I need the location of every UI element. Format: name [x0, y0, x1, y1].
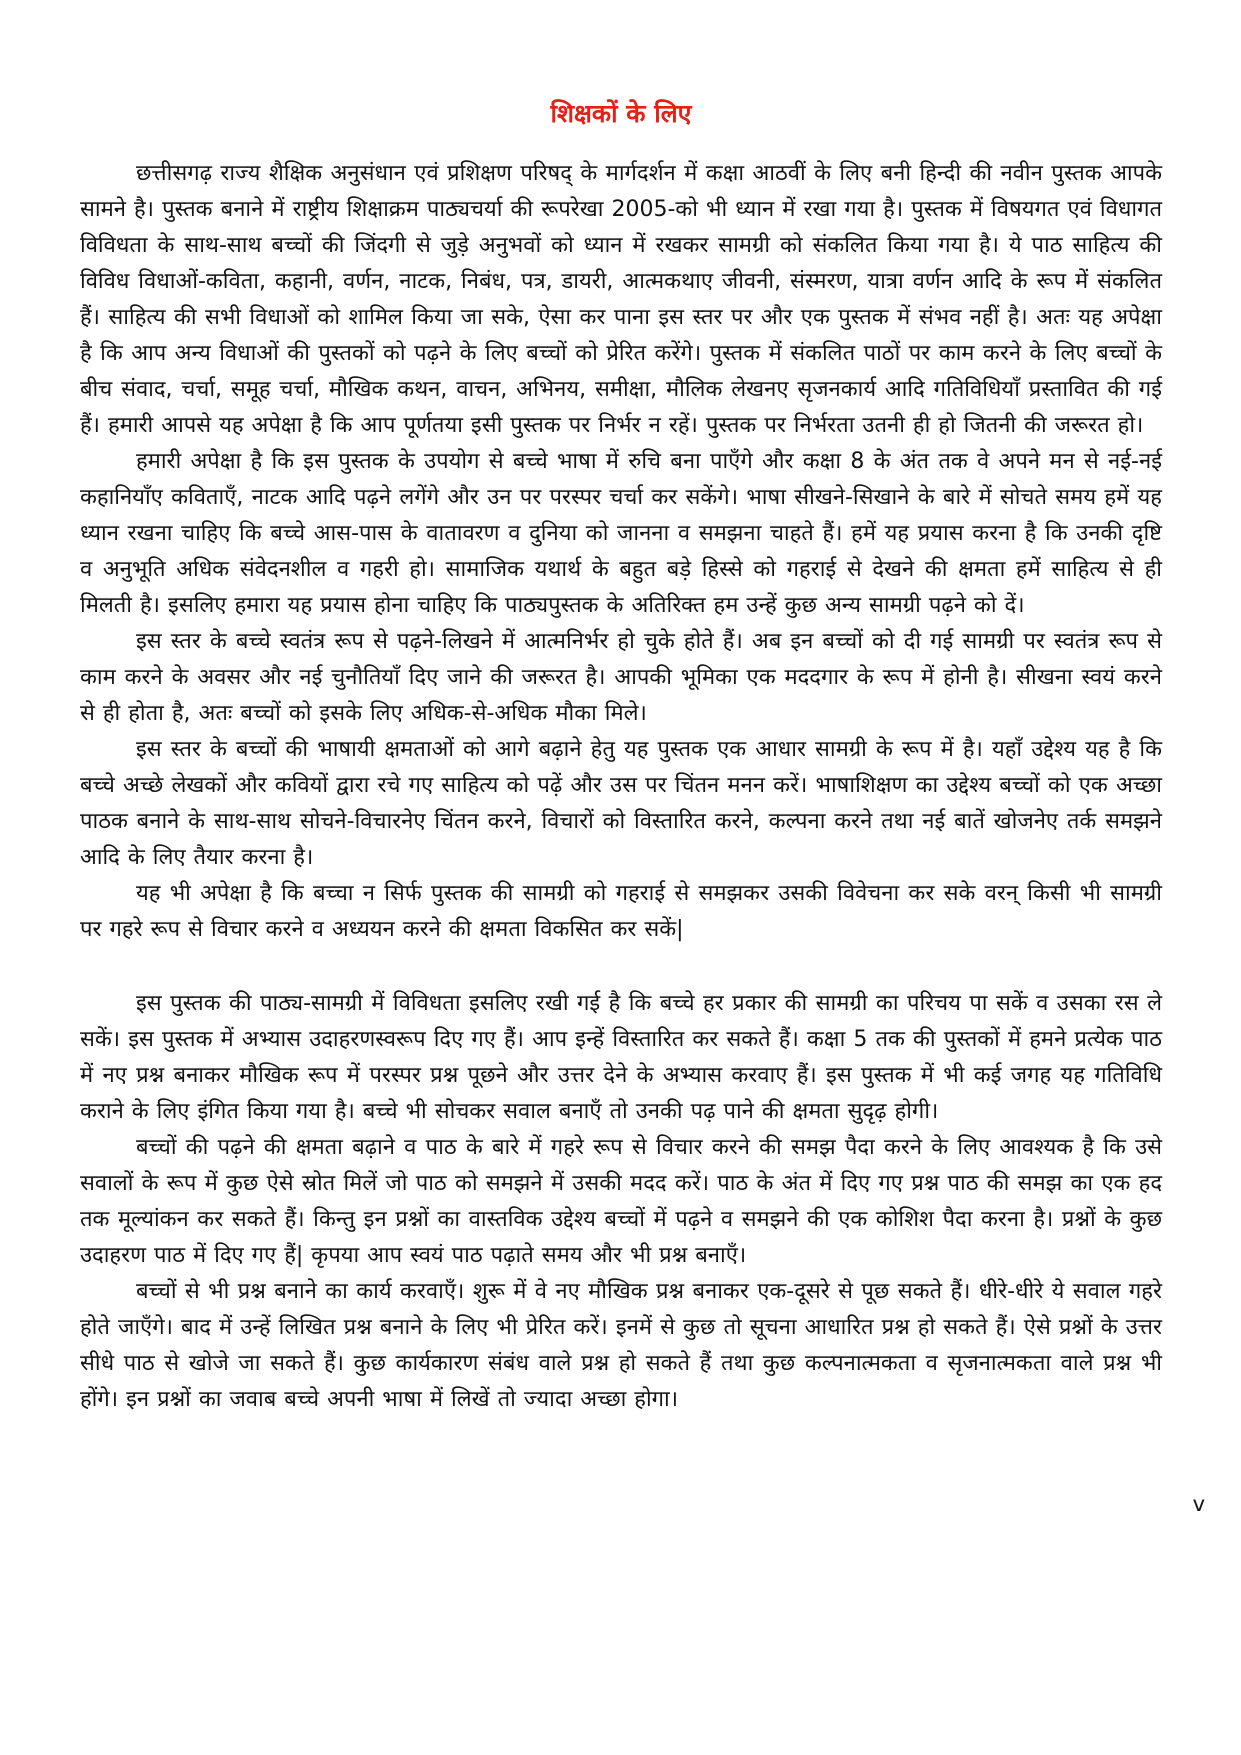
body-paragraph: इस स्तर के बच्चे स्वतंत्र रूप से पढ़ने-लिखने में आत्मनिर्भर हो चुके होते हैं। अब इन बच्चों को दी गई सामग्री पर स्वतंत्र रूप से काम करने के अवसर और नई चुनौतियाँ दिए जाने की जरूरत है। आपकी भूमिका एक मददगार के रूप में होनी है। सीखना स्वयं करने से ही होता है, अतः बच्चों को इसके लिए अधिक-से-अधिक मौका मिले।	[80, 629, 1162, 726]
page-title: शिक्षकों के लिए	[550, 99, 692, 128]
body-paragraph: इस पुस्तक की पाठ्य-सामग्री में विविधता इसलिए रखी गई है कि बच्चे हर प्रकार की सामग्री का परिचय पा सकें व उसका रस ले सकें। इस पुस्तक में अभ्यास उदाहरणस्वरूप दिए गए हैं। आप इन्हें विस्तारित कर सकते हैं। कक्षा 5 तक की पुस्तकों में हमने प्रत्येक पाठ में नए प्रश्न बनाकर मौखिक रूप में परस्पर प्रश्न पूछने और उत्तर देने के अभ्यास करवाए हैं। इस पुस्तक में भी कई जगह यह गतिविधि कराने के लिए इंगित किया गया है। बच्चे भी सोचकर सवाल बनाएँ तो उनकी पढ़ पाने की क्षमता सुदृढ़ होगी।	[80, 991, 1162, 1124]
body-paragraph: छत्तीसगढ़ राज्य शैक्षिक अनुसंधान एवं प्रशिक्षण परिषद् के मार्गदर्शन में कक्षा आठवीं के लिए बनी हिन्दी की नवीन पुस्तक आपके सामने है। पुस्तक बनाने में राष्ट्रीय शिक्षाक्रम पाठ्यचर्या की रूपरेखा 2005-को भी ध्यान में रखा गया है। पुस्तक में विषयगत एवं विधागत विविधता के साथ-साथ बच्चों की जिंदगी से जुड़े अनुभवों को ध्यान में रखकर सामग्री को संकलित किया गया है। ये पाठ साहित्य की विविध विधाओं-कविता, कहानी, वर्णन, नाटक, निबंध, पत्र, डायरी, आत्मकथाए जीवनी, संस्मरण, यात्रा वर्णन आदि के रूप में संकलित हैं। साहित्य की सभी विधाओं को शामिल किया जा सके, ऐसा कर पाना इस स्तर पर और एक पुस्तक में संभव नहीं है। अतः यह अपेक्षा है कि आप अन्य विधाओं की पुस्तकों को पढ़ने के लिए बच्चों को प्रेरित करेंगे। पुस्तक में संकलित पाठों पर काम करने के लिए बच्चों के बीच संवाद, चर्चा, समूह चर्चा, मौखिक कथन, वाचन, अभिनय, समीक्षा, मौलिक लेखनए सृजनकार्य आदि गतिविधियाँ प्रस्तावित की गई हैं। हमारी आपसे यह अपेक्षा है कि आप पूर्णतया इसी पुस्तक पर निर्भर न रहें। पुस्तक पर निर्भरता उतनी ही हो जितनी की जरूरत हो।	[80, 161, 1162, 438]
body-paragraph: यह भी अपेक्षा है कि बच्चा न सिर्फ पुस्तक की सामग्री को गहराई से समझकर उसकी विवेचना कर सके वरन् किसी भी सामग्री पर गहरे रूप से विचार करने व अध्ययन करने की क्षमता विकसित कर सकें|	[80, 881, 1162, 942]
page-number: v	[1192, 1492, 1205, 1516]
document-body	[80, 156, 1162, 1418]
body-paragraph: बच्चों से भी प्रश्न बनाने का कार्य करवाएँ। शुरू में वे नए मौखिक प्रश्न बनाकर एक-दूसरे से पूछ सकते हैं। धीरे-धीरे ये सवाल गहरे होते जाएँगे। बाद में उन्हें लिखित प्रश्न बनाने के लिए भी प्रेरित करें। इनमें से कुछ तो सूचना आधारित प्रश्न हो सकते हैं। ऐसे प्रश्नों के उत्तर सीधे पाठ से खोजे जा सकते हैं। कुछ कार्यकारण संबंध वाले प्रश्न हो सकते हैं तथा कुछ कल्पनात्मकता व सृजनात्मकता वाले प्रश्न भी होंगे। इन प्रश्नों का जवाब बच्चे अपनी भाषा में लिखें तो ज्यादा अच्छा होगा।	[80, 1279, 1162, 1412]
body-paragraph: हमारी अपेक्षा है कि इस पुस्तक के उपयोग से बच्चे भाषा में रुचि बना पाएँगे और कक्षा 8 के अंत तक वे अपने मन से नई-नई कहानियाँए कविताएँ, नाटक आदि पढ़ने लगेंगे और उन पर परस्पर चर्चा कर सकेंगे। भाषा सीखने-सिखाने के बारे में सोचते समय हमें यह ध्यान रखना चाहिए कि बच्चे आस-पास के वातावरण व दुनिया को जानना व समझना चाहते हैं। हमें यह प्रयास करना है कि उनकी दृष्टि व अनुभूति अधिक संवेदनशील व गहरी हो। सामाजिक यथार्थ के बहुत बड़े हिस्से को गहराई से देखने की क्षमता हमें साहित्य से ही मिलती है। इसलिए हमारा यह प्रयास होना चाहिए कि पाठ्यपुस्तक के अतिरिक्त हम उन्हें कुछ अन्य सामग्री पढ़ने को दें।	[80, 449, 1162, 618]
body-paragraph: बच्चों की पढ़ने की क्षमता बढ़ाने व पाठ के बारे में गहरे रूप से विचार करने की समझ पैदा करने के लिए आवश्यक है कि उसे सवालों के रूप में कुछ ऐसे स्रोत मिलें जो पाठ को समझने में उसकी मदद करें। पाठ के अंत में दिए गए प्रश्न पाठ की समझ का एक हद तक मूल्यांकन कर सकते हैं। किन्तु इन प्रश्नों का वास्तविक उद्देश्य बच्चों में पढ़ने व समझने की एक कोशिश पैदा करना है। प्रश्नों के कुछ उदाहरण पाठ में दिए गए हैं| कृपया आप स्वयं पाठ पढ़ाते समय और भी प्रश्न बनाएँ।	[80, 1135, 1162, 1268]
body-paragraph: इस स्तर के बच्चों की भाषायी क्षमताओं को आगे बढ़ाने हेतु यह पुस्तक एक आधार सामग्री के रूप में है। यहाँ उद्देश्य यह है कि बच्चे अच्छे लेखकों और कवियों द्वारा रचे गए साहित्य को पढ़ें और उस पर चिंतन मनन करें। भाषाशिक्षण का उद्देश्य बच्चों को एक अच्छा पाठक बनाने के साथ-साथ सोचने-विचारनेए चिंतन करने, विचारों को विस्तारित करने, कल्पना करने तथा नई बातें खोजनेए तर्क समझने आदि के लिए तैयार करना है।	[80, 737, 1162, 870]
